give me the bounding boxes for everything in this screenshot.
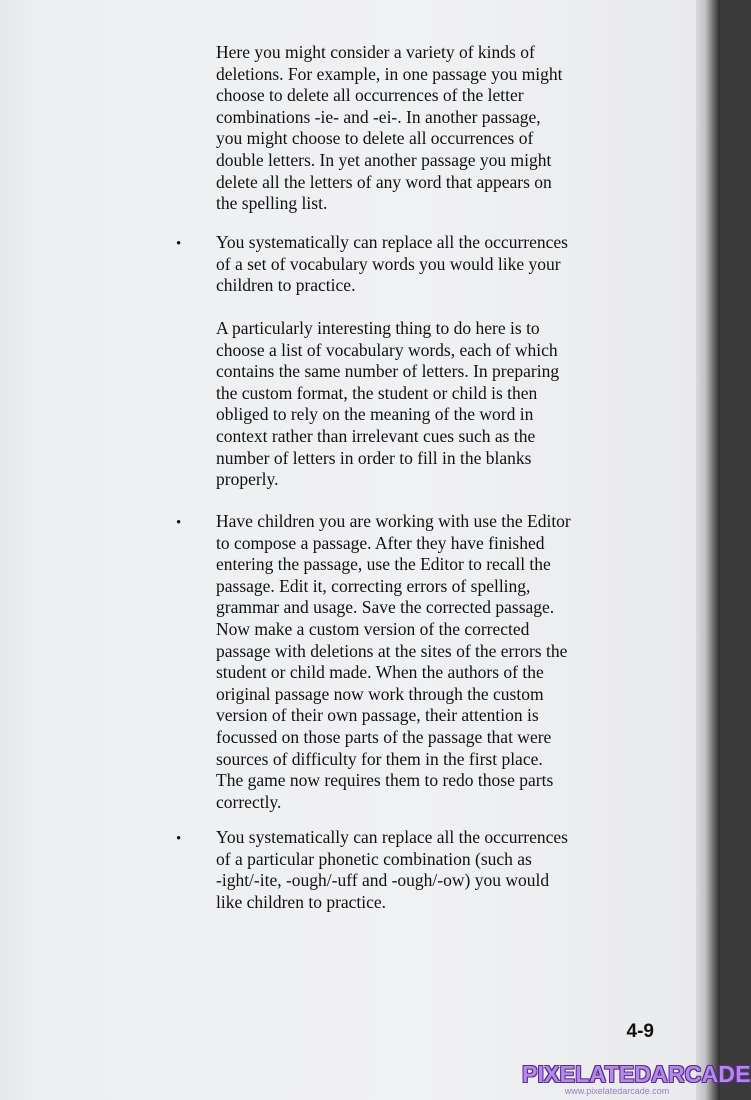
text-line: of a particular phonetic combination (such as xyxy=(216,848,532,869)
text-line: double letters. In yet another passage you might xyxy=(216,149,552,170)
text-line: correctly. xyxy=(216,791,282,812)
text-line: original passage now work through the custom xyxy=(216,683,544,704)
text-line: you might choose to delete all occurrences of xyxy=(216,128,534,149)
intro-paragraph xyxy=(216,42,563,215)
watermark-logo xyxy=(522,1061,751,1097)
text-line: grammar and usage. Save the corrected passage. xyxy=(216,597,555,618)
text-line: obliged to rely on the meaning of the word in xyxy=(216,404,534,425)
watermark-brand: PIXELATEDARCADE xyxy=(522,1061,751,1087)
bullet-marker: • xyxy=(176,236,182,252)
text-line: A particularly interesting thing to do here is to xyxy=(216,318,540,338)
text-line: to compose a passage. After they have finished xyxy=(216,532,545,553)
text-line: sources of difficulty for them in the first place. xyxy=(216,748,543,769)
text-line: choose a list of vocabulary words, each of which xyxy=(216,339,558,360)
text-line: Now make a custom version of the corrected xyxy=(216,618,530,639)
text-line: You systematically can replace all the occurrences xyxy=(216,827,568,847)
page-number: 4-9 xyxy=(626,1021,654,1042)
text-line: children to practice. xyxy=(216,275,356,296)
bullet-continuation-paragraph xyxy=(216,318,559,491)
text-line: delete all the letters of any word that appears on xyxy=(216,171,552,192)
text-line: version of their own passage, their attention is xyxy=(216,705,539,726)
text-line: deletions. For example, in one passage you might xyxy=(216,63,563,84)
text-line: -ight/-ite, -ough/-uff and -ough/-ow) you would xyxy=(216,870,550,891)
text-line: passage with deletions at the sites of the errors the xyxy=(216,640,568,661)
watermark-url: www.pixelatedarcade.com xyxy=(564,1086,670,1096)
bullet-marker: • xyxy=(176,831,182,847)
bullet-item-phonetic xyxy=(216,827,568,913)
text-line: context rather than irrelevant cues such as the xyxy=(216,425,536,446)
text-line: passage. Edit it, correcting errors of spelling, xyxy=(216,575,531,596)
text-line: the custom format, the student or child is then xyxy=(216,382,538,403)
text-line: of a set of vocabulary words you would like your xyxy=(216,253,561,274)
text-line: choose to delete all occurrences of the letter xyxy=(216,85,524,106)
text-line: the spelling list. xyxy=(216,193,328,214)
text-line: properly. xyxy=(216,469,279,490)
bullet-item-editor xyxy=(216,511,571,813)
page-edge-shadow xyxy=(696,0,720,1100)
text-line: student or child made. When the authors of the xyxy=(216,662,544,683)
text-line: contains the same number of letters. In preparing xyxy=(216,361,560,382)
text-line: entering the passage, use the Editor to recall the xyxy=(216,554,551,575)
bullet-item-vocabulary xyxy=(216,232,568,297)
text-line: Here you might consider a variety of kinds of xyxy=(216,42,535,62)
text-line: combinations -ie- and -ei-. In another passage, xyxy=(216,106,541,127)
text-line: Have children you are working with use the Editor xyxy=(216,511,571,531)
text-line: focussed on those parts of the passage that were xyxy=(216,726,552,747)
text-line: The game now requires them to redo those parts xyxy=(216,770,554,791)
text-line: You systematically can replace all the occurrences xyxy=(216,232,568,252)
bullet-marker: • xyxy=(176,515,182,531)
text-line: like children to practice. xyxy=(216,891,387,912)
text-line: number of letters in order to fill in the blanks xyxy=(216,447,532,468)
